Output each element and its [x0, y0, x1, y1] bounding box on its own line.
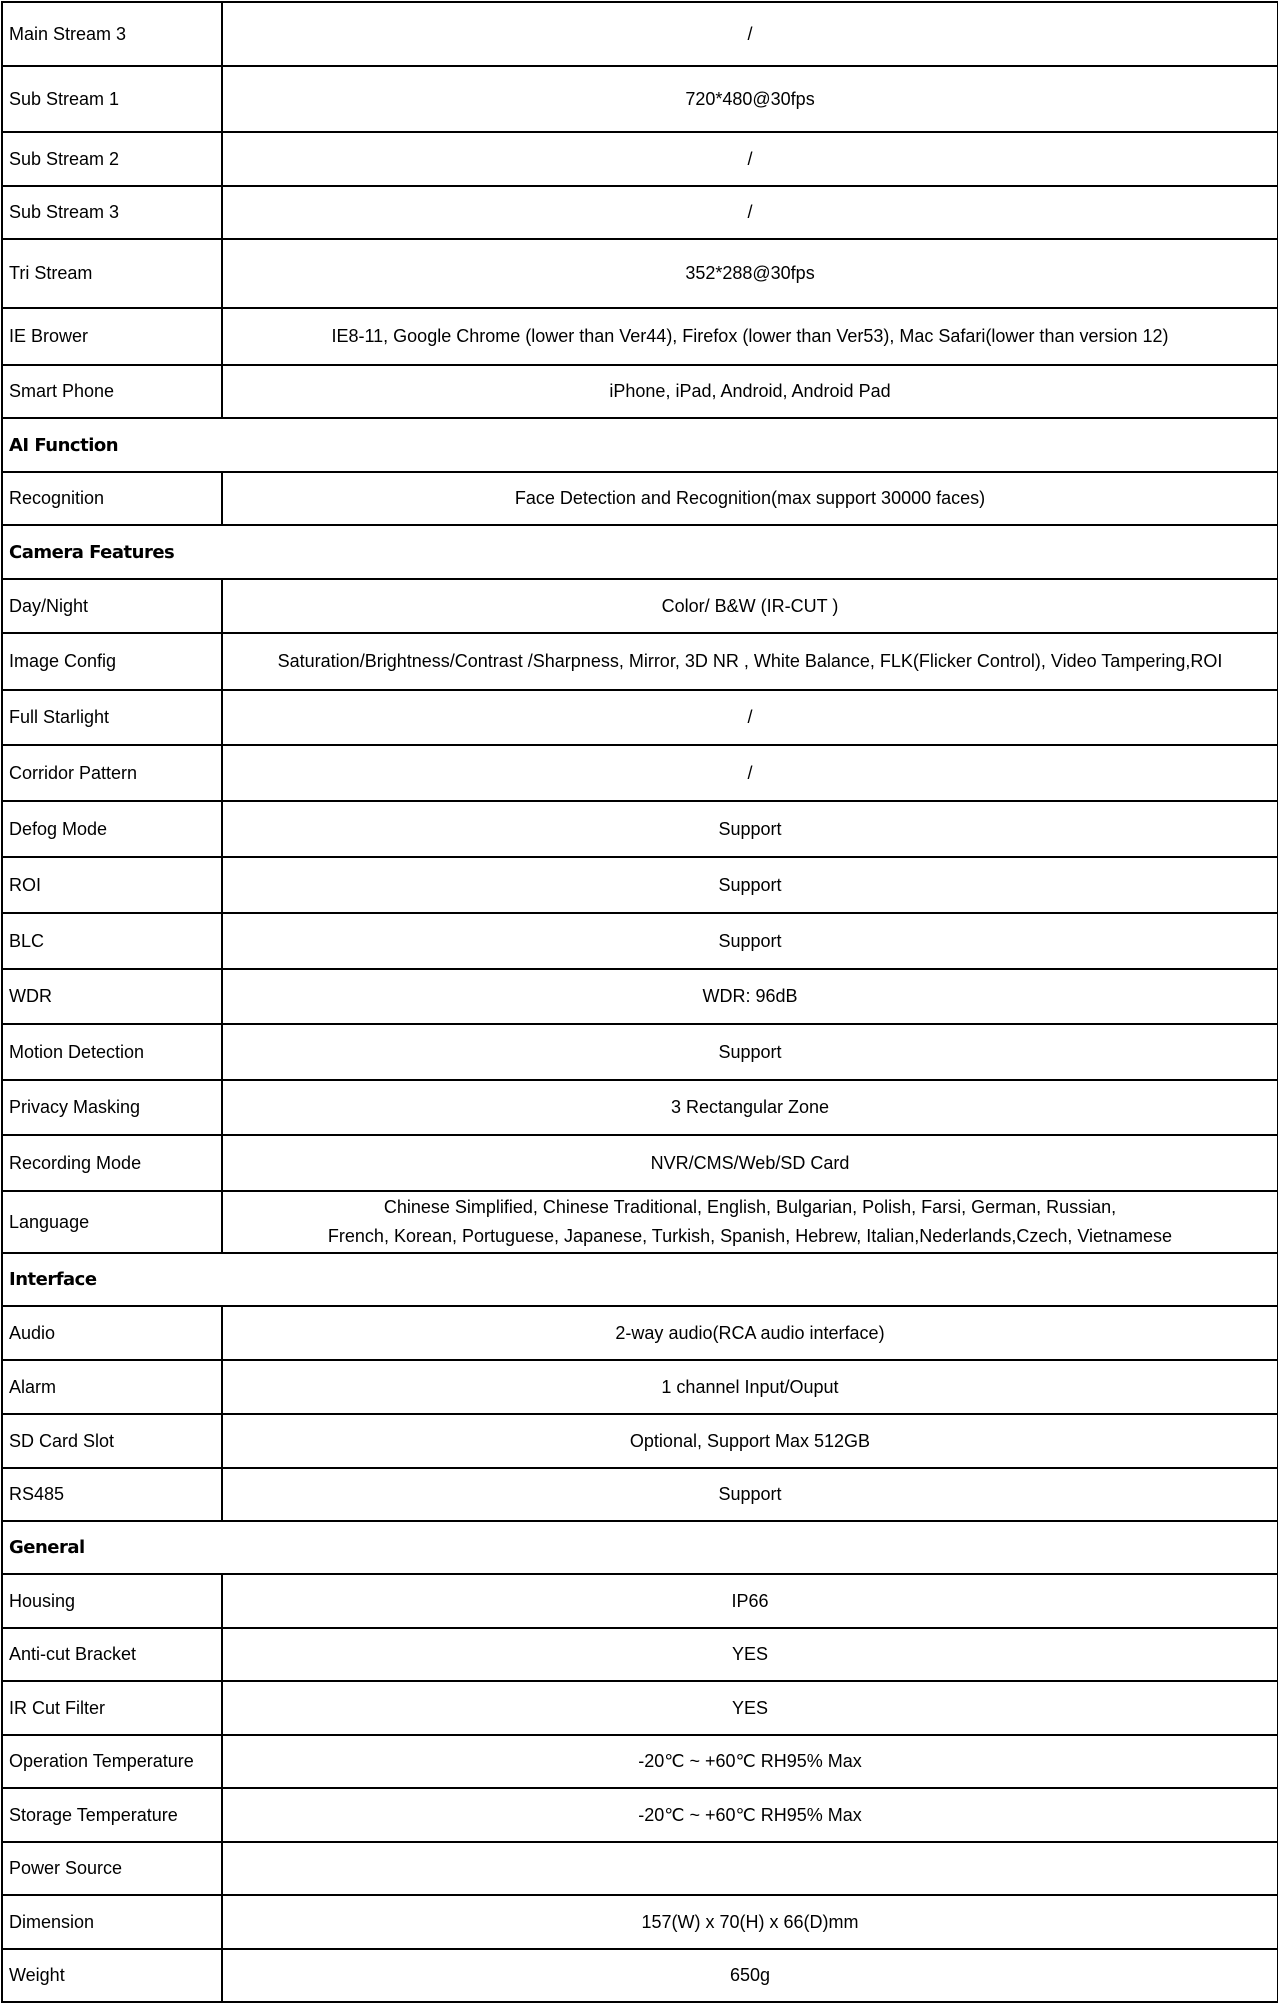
- spec-label: Sub Stream 3: [2, 186, 222, 239]
- spec-value: Support: [222, 1468, 1278, 1521]
- spec-label: Sub Stream 1: [2, 66, 222, 132]
- spec-value: 1 channel Input/Ouput: [222, 1360, 1278, 1414]
- spec-label: Image Config: [2, 633, 222, 690]
- spec-label: BLC: [2, 913, 222, 969]
- spec-value: Optional, Support Max 512GB: [222, 1414, 1278, 1468]
- spec-label: Audio: [2, 1306, 222, 1360]
- spec-label: WDR: [2, 969, 222, 1024]
- spec-label: Day/Night: [2, 579, 222, 633]
- spec-label: Sub Stream 2: [2, 132, 222, 186]
- spec-row-ir-cut-filter: [2, 1681, 1278, 1735]
- spec-value: -20℃ ~ +60℃ RH95% Max: [222, 1735, 1278, 1788]
- spec-value: YES: [222, 1681, 1278, 1735]
- spec-value: /: [222, 132, 1278, 186]
- spec-label: ROI: [2, 857, 222, 913]
- spec-label: Full Starlight: [2, 690, 222, 745]
- spec-value: 352*288@30fps: [222, 239, 1278, 308]
- spec-label: Main Stream 3: [2, 2, 222, 66]
- spec-value: Support: [222, 1024, 1278, 1080]
- spec-label: SD Card Slot: [2, 1414, 222, 1468]
- spec-row-alarm: [2, 1360, 1278, 1414]
- spec-row-sd-card-slot: [2, 1414, 1278, 1468]
- spec-label: Weight: [2, 1949, 222, 2002]
- spec-value: [222, 1191, 1278, 1253]
- spec-label: Dimension: [2, 1895, 222, 1949]
- spec-label: Alarm: [2, 1360, 222, 1414]
- spec-label: Housing: [2, 1574, 222, 1628]
- spec-row-recording-mode: [2, 1135, 1278, 1191]
- spec-row-full-starlight: [2, 690, 1278, 745]
- section-header-interface: [2, 1253, 1278, 1306]
- section-title: AI Function: [2, 418, 1278, 472]
- spec-value: IP66: [222, 1574, 1278, 1628]
- spec-row-sub-stream-3: [2, 186, 1278, 239]
- spec-label: Power Source: [2, 1842, 222, 1895]
- section-title: General: [2, 1521, 1278, 1574]
- spec-row-main-stream-3: [2, 2, 1278, 66]
- spec-value: iPhone, iPad, Android, Android Pad: [222, 365, 1278, 418]
- spec-label: Recognition: [2, 472, 222, 525]
- spec-row-tri-stream: [2, 239, 1278, 308]
- spec-value: YES: [222, 1628, 1278, 1681]
- section-header-camera-features: [2, 525, 1278, 579]
- spec-row-storage-temperature: [2, 1788, 1278, 1842]
- spec-value: Support: [222, 801, 1278, 857]
- spec-label: Smart Phone: [2, 365, 222, 418]
- spec-value: /: [222, 690, 1278, 745]
- spec-label: IR Cut Filter: [2, 1681, 222, 1735]
- spec-value-line: Chinese Simplified, Chinese Traditional, English, Bulgarian, Polish, Farsi, German, Russian,: [383, 1197, 1117, 1217]
- spec-row-wdr: [2, 969, 1278, 1024]
- spec-value: 650g: [222, 1949, 1278, 2002]
- spec-row-privacy-masking: [2, 1080, 1278, 1135]
- spec-label: Defog Mode: [2, 801, 222, 857]
- spec-row-motion-detection: [2, 1024, 1278, 1080]
- spec-label: Tri Stream: [2, 239, 222, 308]
- spec-value: [222, 1842, 1278, 1895]
- spec-label: Privacy Masking: [2, 1080, 222, 1135]
- spec-table: [1, 1, 1278, 2003]
- spec-row-recognition: [2, 472, 1278, 525]
- spec-value: Saturation/Brightness/Contrast /Sharpness, Mirror, 3D NR , White Balance, FLK(Flicker Control), Video Tampering,ROI: [222, 633, 1278, 690]
- spec-value: NVR/CMS/Web/SD Card: [222, 1135, 1278, 1191]
- section-title: Interface: [2, 1253, 1278, 1306]
- spec-value: Support: [222, 857, 1278, 913]
- spec-label: IE Brower: [2, 308, 222, 365]
- spec-label: Recording Mode: [2, 1135, 222, 1191]
- spec-value: IE8-11, Google Chrome (lower than Ver44), Firefox (lower than Ver53), Mac Safari(lower than version 12): [222, 308, 1278, 365]
- spec-value: /: [222, 2, 1278, 66]
- spec-row-roi: [2, 857, 1278, 913]
- spec-row-image-config: [2, 633, 1278, 690]
- spec-row-blc: [2, 913, 1278, 969]
- spec-row-rs485: [2, 1468, 1278, 1521]
- section-title: Camera Features: [2, 525, 1278, 579]
- spec-value: Support: [222, 913, 1278, 969]
- section-header-ai-function: [2, 418, 1278, 472]
- spec-value: /: [222, 745, 1278, 801]
- spec-row-dimension: [2, 1895, 1278, 1949]
- spec-row-corridor-pattern: [2, 745, 1278, 801]
- spec-value: 157(W) x 70(H) x 66(D)mm: [222, 1895, 1278, 1949]
- spec-label: RS485: [2, 1468, 222, 1521]
- spec-table-body: [2, 2, 1278, 2002]
- spec-row-housing: [2, 1574, 1278, 1628]
- spec-label: Operation Temperature: [2, 1735, 222, 1788]
- spec-label: Anti-cut Bracket: [2, 1628, 222, 1681]
- spec-label: Corridor Pattern: [2, 745, 222, 801]
- spec-value: 720*480@30fps: [222, 66, 1278, 132]
- spec-row-smart-phone: [2, 365, 1278, 418]
- spec-value-line: French, Korean, Portuguese, Japanese, Turkish, Spanish, Hebrew, Italian,Nederlands,Czech, Vietnamese: [327, 1226, 1173, 1246]
- spec-row-weight: [2, 1949, 1278, 2002]
- spec-value: /: [222, 186, 1278, 239]
- spec-label: Language: [2, 1191, 222, 1253]
- spec-row-ie-brower: [2, 308, 1278, 365]
- spec-row-power-source: [2, 1842, 1278, 1895]
- spec-row-sub-stream-1: [2, 66, 1278, 132]
- spec-row-language: [2, 1191, 1278, 1253]
- spec-value: -20℃ ~ +60℃ RH95% Max: [222, 1788, 1278, 1842]
- section-header-general: [2, 1521, 1278, 1574]
- spec-value: 2-way audio(RCA audio interface): [222, 1306, 1278, 1360]
- spec-row-operation-temperature: [2, 1735, 1278, 1788]
- spec-label: Motion Detection: [2, 1024, 222, 1080]
- spec-label: Storage Temperature: [2, 1788, 222, 1842]
- spec-value: Color/ B&W (IR-CUT ): [222, 579, 1278, 633]
- spec-row-defog-mode: [2, 801, 1278, 857]
- spec-row-day-night: [2, 579, 1278, 633]
- spec-value: Face Detection and Recognition(max support 30000 faces): [222, 472, 1278, 525]
- spec-row-sub-stream-2: [2, 132, 1278, 186]
- spec-value: WDR: 96dB: [222, 969, 1278, 1024]
- spec-value: 3 Rectangular Zone: [222, 1080, 1278, 1135]
- spec-row-anti-cut-bracket: [2, 1628, 1278, 1681]
- spec-row-audio: [2, 1306, 1278, 1360]
